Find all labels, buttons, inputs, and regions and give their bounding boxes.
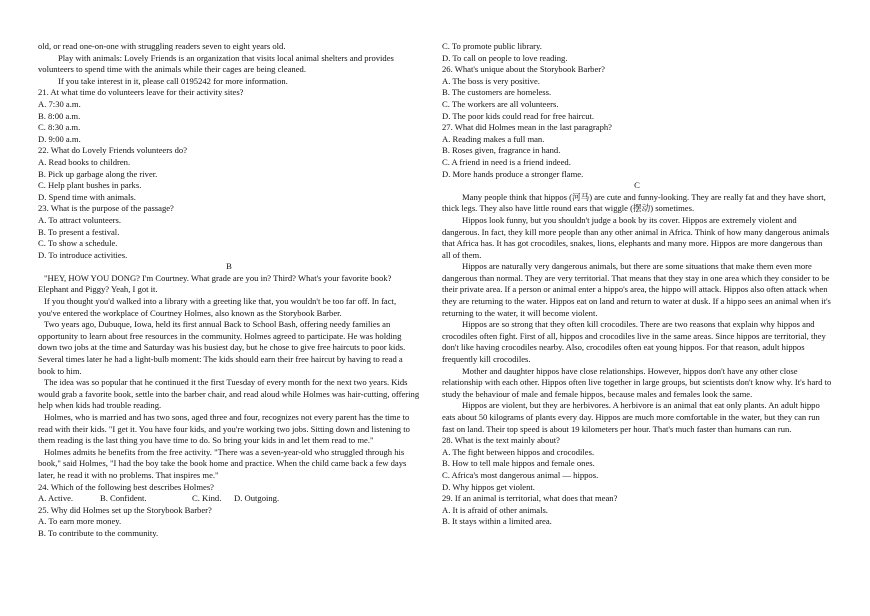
passage-b-paragraph-4: The idea was so popular that he continued it the first Tuesday of every month for the next two years. Kids would grab a favorite book, settle into the barber chair, and read aloud while Holmes was hair-cutting, offering help when kids had trouble reading.: [38, 377, 420, 411]
section-b-heading: B: [226, 261, 232, 272]
passage-b-paragraph-6: Holmes admits he benefits from the free activity. "There was a seven-year-old who struggled through his book," said Holmes, "I had the boy take the book home and practice. When the child came back a few days later, he read it with no problems. That inspires me.": [38, 446, 407, 480]
q23-option-a: A. To attract volunteers.: [38, 214, 122, 225]
q27-option-d: D. More hands produce a stronger flame.: [442, 168, 584, 179]
passage-b-paragraph-1: "HEY, HOW YOU DONG? I'm Courtney. What grade are you in? Third? What's your favorite book? Elephant and Piggy? Yeah, I got it.: [38, 272, 392, 295]
q26-stem: 26. What's unique about the Storybook Barber?: [442, 64, 605, 75]
q23-option-d: D. To introduce activities.: [38, 249, 128, 260]
q22-option-d: D. Spend time with animals.: [38, 191, 136, 202]
q21-option-a: A. 7:30 a.m.: [38, 98, 81, 109]
q23-option-c: C. To show a schedule.: [38, 238, 118, 249]
q21-option-c: C. 8:30 a.m.: [38, 122, 81, 133]
q26-option-b: B. The customers are homeless.: [442, 87, 552, 98]
passage-b-paragraph-5: Holmes, who is married and has two sons, aged three and four, recognizes not every parent has the time to read with their kids. "I get it. You have four kids, and you're working two jobs. Sitting down and listening to them reading is the last thing you have time to do. So bring your kids in and let them read to me.": [38, 412, 410, 446]
passage-c-paragraph-2: Hippos look funny, but you shouldn't judge a book by its cover. Hippos are extremely violent and dangerous. In fact, they kill more people than any other animal in Africa. Think of how many dangerous animals that Africa has. It has got crocodiles, snakes, lions, elephants and many more. Hippos are more dangerous than all of them.: [442, 214, 830, 260]
q25-option-b: B. To contribute to the community.: [38, 527, 159, 538]
q21-option-d: D. 9:00 a.m.: [38, 133, 81, 144]
intro-line-3: If you take interest in it, please call 0195242 for more information.: [58, 75, 288, 86]
q23-option-b: B. To present a festival.: [38, 226, 120, 237]
q21-option-b: B. 8:00 a.m.: [38, 110, 81, 121]
passage-b-paragraph-2: If you thought you'd walked into a library with a greeting like that, you wouldn't be too far off. In fact, you've entered the workplace of Courtney Holmes, also known as the Storybook Barber.: [38, 296, 397, 318]
q22-stem: 22. What do Lovely Friends volunteers do?: [38, 145, 188, 156]
q28-option-c: C. Africa's most dangerous animal — hippos.: [442, 469, 599, 480]
q27-option-b: B. Roses given, fragrance in hand.: [442, 145, 561, 156]
q24-option-d: D. Outgoing.: [234, 493, 280, 504]
q26-option-d: D. The poor kids could read for free haircut.: [442, 110, 595, 121]
intro-line-2: Play with animals: Lovely Friends is an organization that visits local animal shelters and provides volunteers to spend time with the animals while their cages are being cleaned.: [38, 52, 394, 75]
q24-option-a: A. Active.: [38, 493, 74, 504]
q29-option-a: A. It is afraid of other animals.: [442, 504, 548, 515]
passage-c-paragraph-6: Hippos are violent, but they are herbivores. A herbivore is an animal that eat only plants. An adult hippo eats about 50 kilograms of plants every day. Hippos are much more comfortable in the water, but they can run fast on land. Their top speed is about 19 kilometers per hour. That's much faster than humans can run.: [442, 400, 820, 434]
intro-line-1: old, or read one-on-one with struggling readers seven to eight years old.: [38, 41, 286, 51]
q27-option-c: C. A friend in need is a friend indeed.: [442, 156, 571, 167]
q25-option-c: C. To promote public library.: [442, 41, 542, 51]
q23-stem: 23. What is the purpose of the passage?: [38, 203, 174, 214]
q25-option-d: D. To call on people to love reading.: [442, 52, 568, 63]
q28-option-a: A. The fight between hippos and crocodiles.: [442, 446, 595, 457]
q28-option-b: B. How to tell male hippos and female ones.: [442, 458, 595, 469]
q22-option-b: B. Pick up garbage along the river.: [38, 168, 158, 179]
left-column: [38, 41, 420, 540]
q27-stem: 27. What did Holmes mean in the last paragraph?: [442, 122, 612, 133]
q26-option-a: A. The boss is very positive.: [442, 75, 540, 86]
q24-options: [38, 493, 420, 505]
passage-c-paragraph-3: Hippos are naturally very dangerous animals, but there are some situations that make them even more dangerous than normal. They are very territorial. That means that they stay in one area which they consider to be their private area. If a person or animal enter a hippo's area, the hippo will attack. Hippos also often attack when they are returning to the water. Hippos eat on land and return to water at dusk. If a hippo sees an animal when it's returning to the water, it will become violent.: [442, 261, 831, 318]
q29-stem: 29. If an animal is territorial, what does that mean?: [442, 493, 618, 504]
right-column: [442, 41, 832, 528]
q25-option-a: A. To earn more money.: [38, 516, 122, 527]
passage-c-paragraph-1: Many people think that hippos (河马) are cute and funny-looking. They are really fat and they have short, thick legs. They also have little round ears that wiggle (摆动) sometimes.: [442, 191, 826, 214]
section-c-heading: C: [634, 180, 640, 191]
q22-option-a: A. Read books to children.: [38, 156, 131, 167]
q24-option-b: B. Confident.: [100, 493, 147, 504]
q24-option-c: C. Kind.: [192, 493, 222, 504]
q28-stem: 28. What is the text mainly about?: [442, 435, 560, 446]
q22-option-c: C. Help plant bushes in parks.: [38, 180, 142, 191]
passage-c-paragraph-5: Mother and daughter hippos have close relationships. However, hippos don't have any other close relationship with each other. Hippos often live together in large groups, but scientists don't know why. It's hard to study the behaviour of male and female hippos, because males and females look the same.: [442, 365, 832, 399]
passage-c-paragraph-4: Hippos are so strong that they often kill crocodiles. There are two reasons that explain why hippos and crocodiles often fight. First of all, hippos and crocodiles live in the same areas. Since hippos are territorial, they don't like having crocodiles nearby. Also, crocodiles often eat young hippos. For that reason, adult hippos frequently kill crocodiles.: [442, 319, 826, 365]
q24-stem: 24. Which of the following best describes Holmes?: [38, 481, 214, 492]
q27-option-a: A. Reading makes a full man.: [442, 133, 545, 144]
q28-option-d: D. Why hippos get violent.: [442, 481, 535, 492]
q29-option-b: B. It stays within a limited area.: [442, 516, 552, 527]
q21-stem: 21. At what time do volunteers leave for their activity sites?: [38, 87, 244, 98]
q25-stem: 25. Why did Holmes set up the Storybook Barber?: [38, 504, 212, 515]
passage-b-paragraph-3: Two years ago, Dubuque, Iowa, held its first annual Back to School Bash, offering needy families an opportunity to learn about free resources in the community. Holmes agreed to participate. He was holding down two jobs at the time and Saturday was his busiest day, but he chose to give free haircuts to poor kids. Several times later he had a light-bulb moment: The kids should earn their free haircut by having to read a book to him.: [38, 319, 406, 376]
q26-option-c: C. The workers are all volunteers.: [442, 98, 559, 109]
